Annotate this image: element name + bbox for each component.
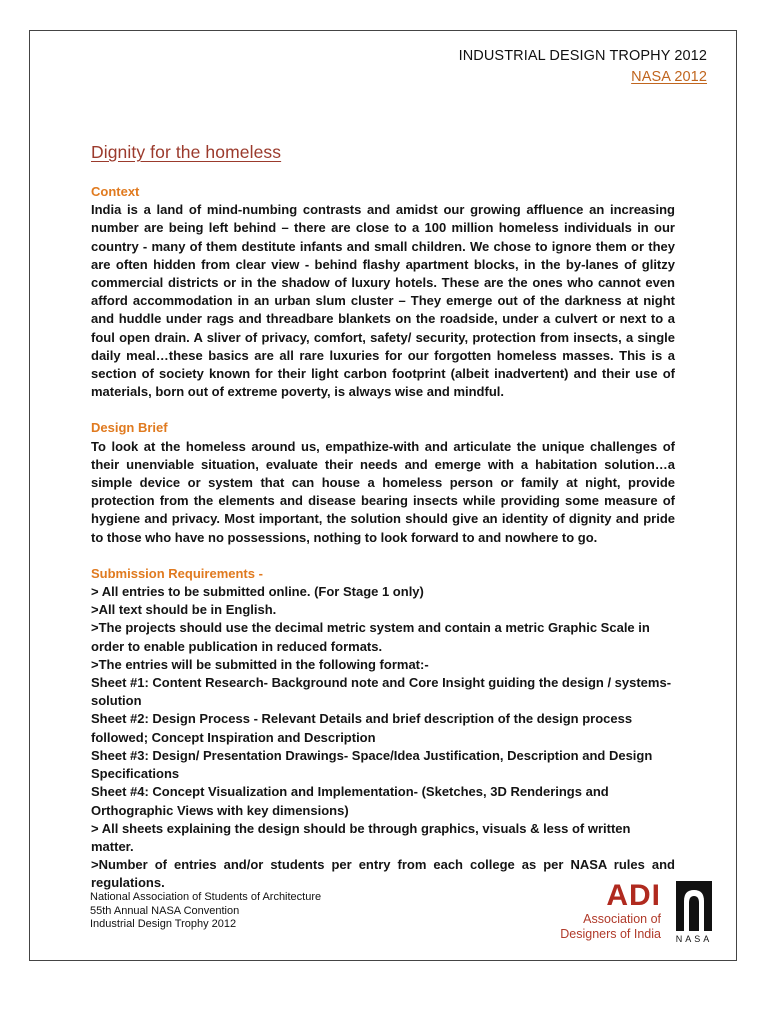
design-brief-heading: Design Brief	[91, 420, 168, 436]
nasa-arch-icon	[672, 879, 716, 933]
requirement-item: Sheet #2: Design Process - Relevant Details and brief description of the design process followed; Concept Inspiration and Description	[91, 711, 633, 745]
requirement-item: Sheet #4: Concept Visualization and Implementation- (Sketches, 3D Renderings and Orthographic Views with key dimensions)	[91, 784, 609, 818]
footer-line: National Association of Students of Architecture	[90, 891, 322, 903]
context-heading: Context	[91, 184, 140, 199]
context-section	[91, 183, 675, 401]
adi-logo-subtitle: Association of	[583, 912, 661, 926]
requirement-item: >The entries will be submitted in the following format:-	[91, 656, 429, 672]
requirement-item: > All sheets explaining the design should be through graphics, visuals & less of written matter.	[91, 820, 631, 854]
design-brief-section	[91, 419, 675, 546]
page-title: Dignity for the homeless	[91, 142, 282, 162]
adi-logo-subtitle: Designers of India	[560, 927, 661, 941]
context-paragraph: India is a land of mind-numbing contrasts and amidst our growing affluence an increasing number are being left behind – there are close to a 100 million homeless individuals in our country - many of them destitute infants and small children. We chose to ignore them or they are often hidden from clear view - behind flashy apartment blocks, in the by-lanes of glitzy commercial districts or in the shadow of luxury hotels. These are the ones who cannot even afford accommodation in an urban slum cluster – They emerge out of the darkness at night and huddle under rags and threadbare blankets on the roadside, under a culvert or next to a foul open drain. A sliver of privacy, comfort, safety/ security, protection from insects, a single daily meal…these basics are all rare luxuries for our forgotten homeless masses. This is a section of society known for their light carbon footprint (albeit inadvertent) and their use of materials, born out of extreme poverty, is always wise and mindful.	[91, 202, 675, 400]
footer-organization	[90, 891, 321, 932]
section-spacer	[91, 547, 675, 565]
section-spacer	[91, 401, 675, 419]
nasa-logo	[672, 879, 716, 947]
adi-logo-text: ADI	[606, 879, 661, 912]
document-body	[91, 183, 675, 893]
nasa-logo-text: NASA	[675, 934, 713, 944]
submission-section	[91, 565, 675, 893]
footer-line: 55th Annual NASA Convention	[90, 904, 240, 917]
requirement-item: Sheet #3: Design/ Presentation Drawings- Space/Idea Justification, Description and Design Specifications	[91, 747, 653, 782]
requirement-item: > All entries to be submitted online. (For Stage 1 only)	[91, 584, 424, 600]
header-subtitle: NASA 2012	[631, 69, 707, 85]
requirement-item: >The projects should use the decimal metric system and contain a metric Graphic Scale in order to enable publication in reduced formats.	[91, 620, 650, 654]
footer-line: Industrial Design Trophy 2012	[90, 918, 237, 930]
requirement-item: >All text should be in English.	[91, 602, 277, 618]
adi-logo	[545, 880, 661, 942]
header-title: INDUSTRIAL DESIGN TROPHY 2012	[458, 48, 707, 64]
document-header	[459, 46, 707, 88]
submission-heading: Submission Requirements -	[91, 565, 263, 581]
requirement-item: Sheet #1: Content Research- Background note and Core Insight guiding the design / systems-solution	[91, 675, 672, 709]
requirement-item: >Number of entries and/or students per entry from each college as per NASA rules and regulations.	[91, 857, 675, 891]
design-brief-paragraph: To look at the homeless around us, empathize-with and articulate the unique challenges of their unenviable situation, evaluate their needs and emerge with a habitation solution…a simple device or system that can house a homeless person or family at night, provide protection from the elements and disease bearing insects while providing some measure of hygiene and privacy. Most important, the solution should give an identity of dignity and pride to those who have no possessions, nothing to look forward to and nowhere to go.	[91, 438, 675, 545]
